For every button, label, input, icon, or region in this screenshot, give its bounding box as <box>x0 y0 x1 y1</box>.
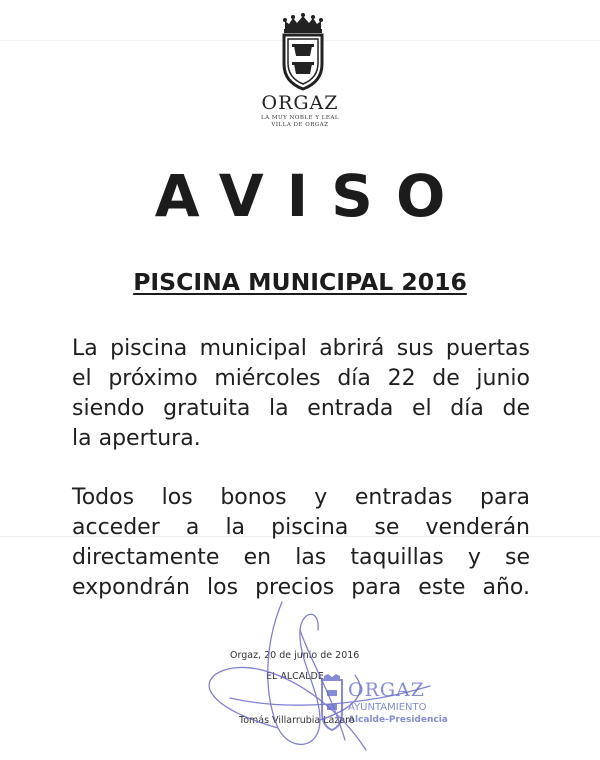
paragraph-line: Todos los bonos y entradas para <box>72 485 530 510</box>
logo-subtitle-line1: LA MUY NOBLE Y LEAL <box>261 115 339 121</box>
date-line: Orgaz, 20 de junio de 2016 <box>230 650 360 661</box>
paragraph-line: siendo gratuita la entrada el día de <box>72 396 530 421</box>
paragraph-line: expondrán los precios para este año. <box>72 575 530 600</box>
logo-name: ORGAZ <box>261 92 339 114</box>
paragraph-opening <box>72 334 530 454</box>
logo-subtitle-line2: VILLA DE ORGAZ <box>271 122 329 128</box>
paragraph-line: acceder a la piscina se venderán <box>72 515 530 540</box>
stamp-name: ORGAZ <box>348 679 425 701</box>
paragraph-line: La piscina municipal abrirá sus puertas <box>72 336 530 361</box>
notice-heading-text: PISCINA MUNICIPAL 2016 <box>133 268 467 296</box>
stamp-line2: Alcalde-Presidencia <box>348 715 448 725</box>
paragraph-line: directamente en las taquillas y se <box>72 545 530 570</box>
paragraph-line: el próximo miércoles día 22 de junio <box>72 366 530 391</box>
signer-title: EL ALCALDE <box>266 671 324 682</box>
stamp-line1: AYUNTAMIENTO <box>348 702 427 713</box>
notice-title: AVISO <box>154 162 469 230</box>
paragraph-tickets <box>72 483 530 603</box>
paragraph-line: la apertura. <box>72 426 201 451</box>
signer-name: Tomás Villarrubia Lázaro <box>239 715 355 726</box>
notice-heading <box>0 268 600 296</box>
coat-of-arms-icon <box>278 12 328 92</box>
